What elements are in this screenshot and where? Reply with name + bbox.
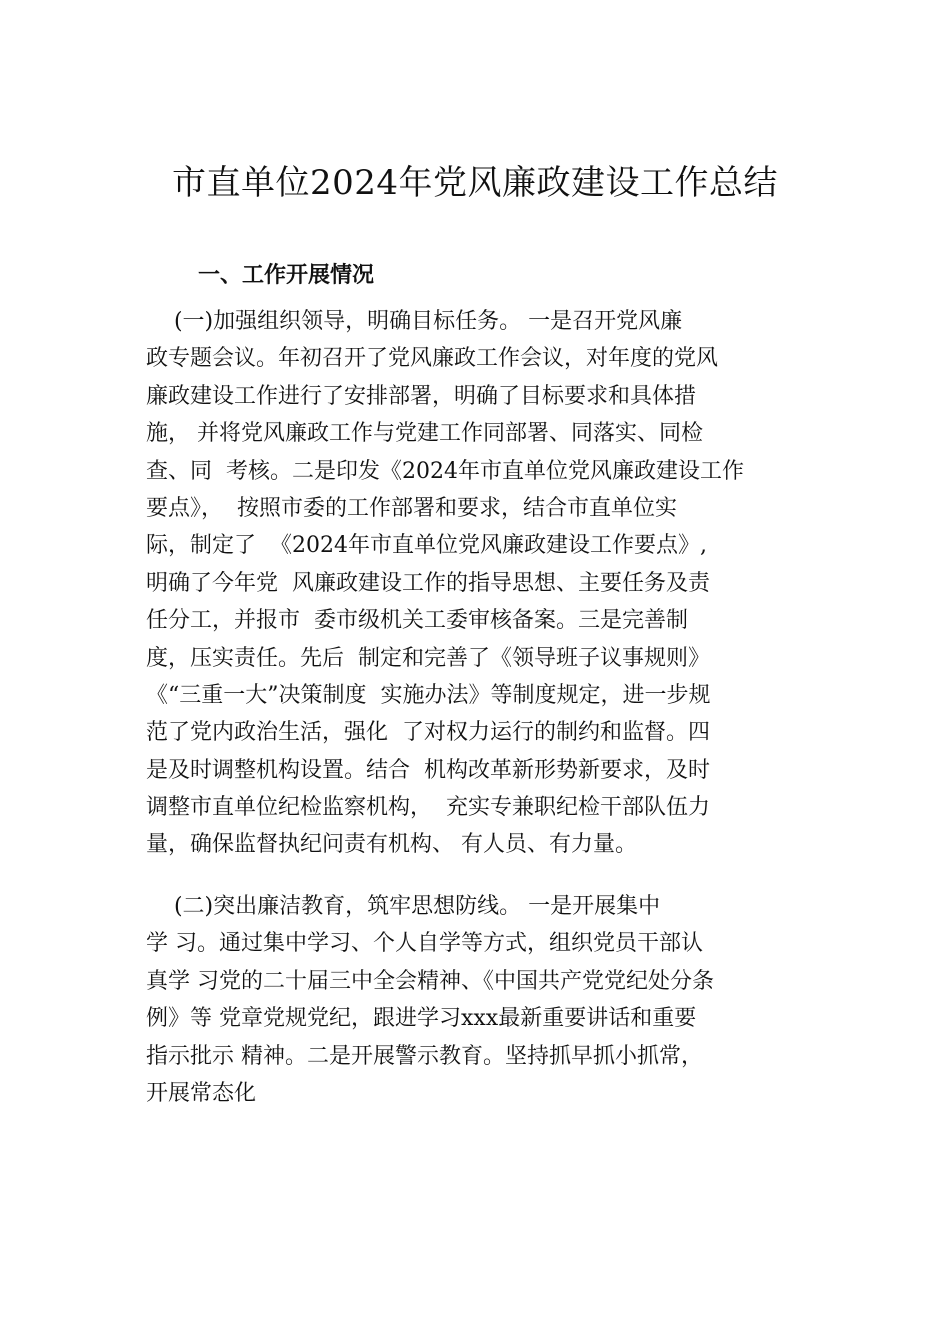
section-heading: 一、工作开展情况 <box>198 263 375 288</box>
paragraph-line: 施， 并将党风廉政工作与党建工作同部署、同落实、同检 <box>146 421 703 447</box>
paragraph-line: 查、同 考核。二是印发《2024年市直单位党风廉政建设工作 <box>146 458 744 484</box>
paragraph-line: 学 习。通过集中学习、个人自学等方式，组织党员干部认 <box>146 931 703 957</box>
paragraph-line: (二)突出廉洁教育，筑牢思想防线。 一是开展集中 <box>146 894 661 919</box>
paragraph-line: 际，制定了 《2024年市直单位党风廉政建设工作要点》, <box>146 533 707 559</box>
paragraph-line: 真学 习党的二十届三中全会精神、《中国共产党党纪处分条 <box>146 968 714 994</box>
paragraph-line: (一)加强组织领导，明确目标任务。 一是召开党风廉 <box>146 309 683 334</box>
paragraph-line: 范了党内政治生活，强化 了对权力运行的制约和监督。四 <box>146 720 710 746</box>
paragraph-line: 任分工，并报市 委市级机关工委审核备案。三是完善制 <box>146 608 688 634</box>
paragraph-line: 指示批示 精神。二是开展警示教育。坚持抓早抓小抓常， <box>146 1043 703 1069</box>
paragraph-line: 调整市直单位纪检监察机构， 充实专兼职纪检干部队伍力 <box>146 795 710 821</box>
document-title: 市直单位2024年党风廉政建设工作总结 <box>171 163 779 203</box>
paragraph-1 <box>146 303 826 864</box>
paragraph-line: 明确了今年党 风廉政建设工作的指导思想、主要任务及责 <box>146 570 710 596</box>
paragraph-line: 政专题会议。年初召开了党风廉政工作会议，对年度的党风 <box>146 346 719 372</box>
paragraph-line: 是及时调整机构设置。结合 机构改革新形势新要求，及时 <box>146 757 710 783</box>
paragraph-line: 廉政建设工作进行了安排部署，明确了目标要求和具体措 <box>146 383 697 409</box>
paragraph-line: 开展常态化 <box>146 1080 257 1106</box>
paragraph-line: 量，确保监督执纪问责有机构、 有人员、有力量。 <box>146 832 637 858</box>
paragraph-line: 《“三重一大”决策制度 实施办法》等制度规定，进一步规 <box>146 682 711 708</box>
paragraph-line: 例》等 党章党规党纪，跟进学习xxx最新重要讲话和重要 <box>146 1006 697 1032</box>
paragraph-2 <box>146 888 826 1112</box>
paragraph-line: 要点》， 按照市委的工作部署和要求，结合市直单位实 <box>146 495 677 521</box>
paragraph-line: 度，压实责任。先后 制定和完善了《领导班子议事规则》 <box>146 645 710 671</box>
